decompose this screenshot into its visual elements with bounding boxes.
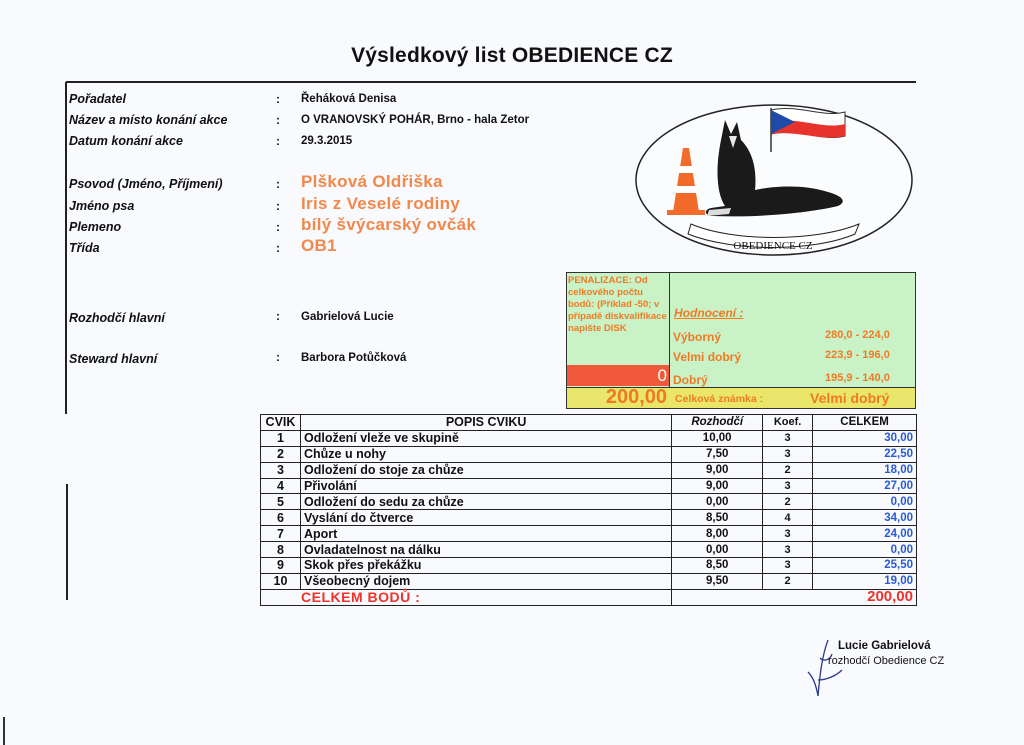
grade-good-range: 195,9 - 140,0: [825, 372, 890, 384]
row-num: 3: [261, 462, 301, 478]
grade-good: Dobrý: [673, 373, 708, 387]
table-sum-row: [261, 589, 917, 605]
row-judge-score[interactable]: 10,00: [672, 430, 763, 446]
table-row: [261, 573, 917, 589]
top-divider: [66, 81, 916, 83]
event-name-value: O VRANOVSKÝ POHÁR, Brno - hala Zetor: [301, 114, 530, 126]
penalty-value: 0: [657, 366, 667, 385]
row-num: 5: [261, 494, 301, 510]
row-coef: 4: [763, 510, 813, 526]
handler-value: Plšková Oldřiška: [301, 172, 443, 191]
signature-name: Lucie Gabrielová: [838, 640, 931, 652]
rating-label: Hodnocení :: [674, 306, 744, 320]
row-desc: Všeobecný dojem: [300, 573, 671, 589]
row-coef: 3: [763, 430, 813, 446]
table-row: [261, 446, 917, 462]
row-desc: Odložení do stoje za chůze: [300, 462, 671, 478]
class-label: Třída: [69, 241, 100, 255]
table-row: [261, 558, 917, 574]
left-border-lower: [66, 484, 68, 600]
grade-excellent: Výborný: [673, 330, 722, 344]
row-num: 8: [261, 542, 301, 558]
main-steward-label: Steward hlavní: [69, 352, 158, 366]
grade-excellent-range: 280,0 - 224,0: [825, 329, 890, 341]
sum-label: CELKEM BODŮ :: [261, 589, 672, 605]
row-coef: 3: [763, 478, 813, 494]
left-border: [65, 82, 67, 414]
row-num: 1: [261, 430, 301, 446]
row-num: 4: [261, 478, 301, 494]
row-judge-score[interactable]: 9,50: [672, 573, 763, 589]
row-judge-score[interactable]: 0,00: [672, 542, 763, 558]
table-row: [261, 510, 917, 526]
row-judge-score[interactable]: 9,00: [672, 478, 763, 494]
row-total: 27,00: [813, 478, 917, 494]
row-desc: Vyslání do čtverce: [300, 510, 671, 526]
grade-very-good: Velmi dobrý: [673, 350, 742, 364]
colon: :: [276, 309, 280, 323]
row-desc: Aport: [300, 526, 671, 542]
row-desc: Skok přes překážku: [300, 558, 671, 574]
row-coef: 3: [763, 558, 813, 574]
row-judge-score[interactable]: 7,50: [672, 446, 763, 462]
event-date-value: 29.3.2015: [301, 135, 353, 147]
table-row: [261, 526, 917, 542]
row-num: 7: [261, 526, 301, 542]
row-desc: Odložení do sedu za chůze: [300, 494, 671, 510]
signature-role: rozhodčí Obedience CZ: [828, 655, 945, 667]
row-coef: 3: [763, 446, 813, 462]
header-judge: Rozhodčí: [672, 415, 763, 431]
exercise-table: [260, 414, 917, 606]
row-coef: 2: [763, 573, 813, 589]
row-total: 18,00: [813, 462, 917, 478]
organizer-label: Pořadatel: [69, 92, 126, 106]
header-total: CELKEM: [813, 415, 917, 431]
table-row: [261, 478, 917, 494]
breed-value: bílý švýcarský ovčák: [301, 215, 477, 234]
dog-name-value: Iris z Veselé rodiny: [301, 194, 461, 213]
handler-label: Psovod (Jméno, Příjmení): [69, 177, 223, 191]
row-total: 0,00: [813, 542, 917, 558]
row-coef: 2: [763, 494, 813, 510]
grade-very-good-range: 223,9 - 196,0: [825, 349, 890, 361]
row-total: 19,00: [813, 573, 917, 589]
table-row: [261, 542, 917, 558]
logo-text: OBEDIENCE CZ: [733, 240, 813, 252]
colon: :: [276, 113, 280, 127]
header-desc: POPIS CVIKU: [300, 415, 671, 431]
page-title: Výsledkový list OBEDIENCE CZ: [351, 44, 673, 67]
breed-label: Plemeno: [69, 220, 122, 234]
main-steward-value: Barbora Potůčková: [301, 352, 407, 364]
row-coef: 2: [763, 462, 813, 478]
colon: :: [276, 134, 280, 148]
row-desc: Odložení vleže ve skupině: [300, 430, 671, 446]
row-judge-score[interactable]: 8,00: [672, 526, 763, 542]
dog-with-flag-and-cone-logo: [633, 100, 915, 268]
row-num: 6: [261, 510, 301, 526]
row-judge-score[interactable]: 8,50: [672, 558, 763, 574]
row-total: 24,00: [813, 526, 917, 542]
table-row: [261, 430, 917, 446]
row-total: 22,50: [813, 446, 917, 462]
class-value: OB1: [301, 236, 337, 255]
colon: :: [276, 177, 280, 191]
table-header-row: [261, 415, 917, 431]
row-num: 10: [261, 573, 301, 589]
colon: :: [276, 350, 280, 364]
row-total: 25,50: [813, 558, 917, 574]
sum-value: 200,00: [672, 589, 917, 605]
colon: :: [276, 220, 280, 234]
row-coef: 3: [763, 542, 813, 558]
row-num: 2: [261, 446, 301, 462]
rating-divider: [669, 272, 670, 387]
row-desc: Ovladatelnost na dálku: [300, 542, 671, 558]
colon: :: [276, 241, 280, 255]
row-num: 9: [261, 558, 301, 574]
overall-grade-label: Celková známka :: [675, 393, 764, 405]
scan-edge-mark: [3, 717, 5, 745]
row-total: 0,00: [813, 494, 917, 510]
row-total: 34,00: [813, 510, 917, 526]
main-judge-value: Gabrielová Lucie: [301, 311, 394, 323]
row-judge-score[interactable]: 9,00: [672, 462, 763, 478]
event-date-label: Datum konání akce: [69, 134, 183, 148]
header-num: CVIK: [261, 415, 301, 431]
dog-name-label: Jméno psa: [69, 199, 135, 213]
table-row: [261, 462, 917, 478]
table-row: [261, 494, 917, 510]
row-total: 30,00: [813, 430, 917, 446]
row-desc: Přivolání: [300, 478, 671, 494]
row-desc: Chůze u nohy: [300, 446, 671, 462]
total-points-highlight: 200,00: [605, 386, 667, 408]
main-judge-label: Rozhodčí hlavní: [69, 311, 165, 325]
colon: :: [276, 199, 280, 213]
row-coef: 3: [763, 526, 813, 542]
header-coef: Koef.: [763, 415, 813, 431]
row-judge-score[interactable]: 0,00: [672, 494, 763, 510]
row-judge-score[interactable]: 8,50: [672, 510, 763, 526]
overall-grade-value: Velmi dobrý: [810, 390, 890, 406]
organizer-value: Řeháková Denisa: [301, 93, 397, 105]
penalty-instructions: PENALIZACE: Od celkového počtu bodů: (Příklad -50; v případě diskvalifikace napište DISK: [568, 275, 667, 334]
colon: :: [276, 92, 280, 106]
event-name-label: Název a místo konání akce: [69, 113, 228, 127]
